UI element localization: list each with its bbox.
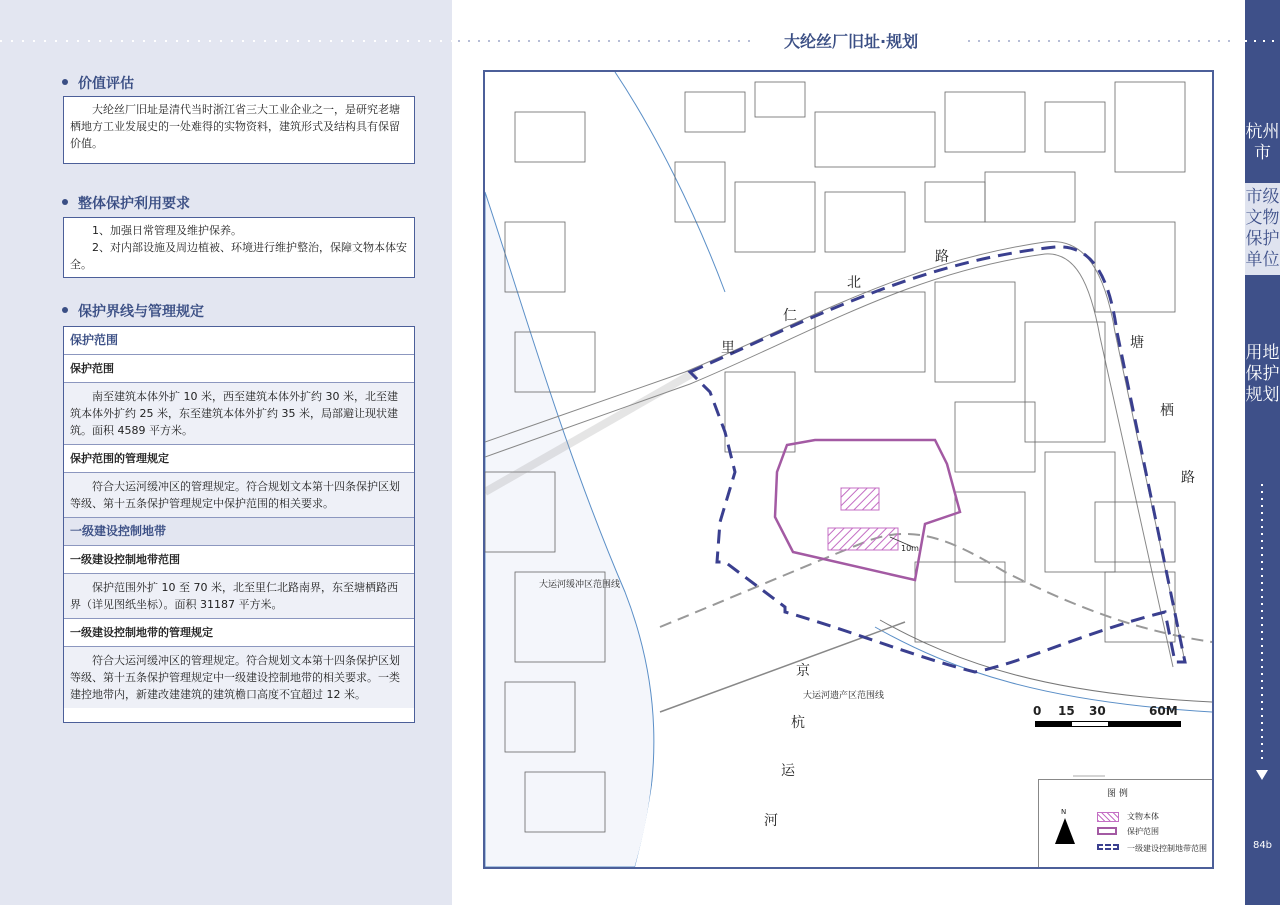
section-title-text: 价值评估: [78, 76, 134, 92]
control-zone-header: 一级建设控制地带: [64, 518, 414, 546]
north-label: N: [1061, 808, 1067, 816]
control-scope-title: 一级建设控制地带范围: [64, 546, 414, 574]
river-char: 杭: [791, 715, 805, 731]
nav-category[interactable]: 市级文物保护单位: [1245, 183, 1280, 275]
legend-label-artifact: 文物本体: [1127, 812, 1159, 821]
road-char: 仁: [783, 308, 797, 324]
scale-bar-graphic: [1035, 721, 1181, 727]
section-title-boundary: [62, 301, 204, 321]
map-legend: [1038, 779, 1214, 869]
artifact-building: [828, 528, 898, 550]
requirements-box: [63, 217, 415, 278]
page-title: 大纶丝厂旧址·规划: [784, 32, 919, 51]
control-rules-text: 符合大运河缓冲区的管理规定。符合规划文本第十四条保护区划等级、第十五条保护管理规定中一级建设控制地带的相关要求。一类建控地带内，新建改建建筑的建筑檐口高度不宜超过 12 米。: [64, 647, 414, 708]
requirement-item: 2、对内部设施及周边植被、环境进行维护整治，保障文物本体安全。: [70, 241, 407, 271]
left-panel: [0, 0, 452, 905]
protection-scope-title: 保护范围: [64, 355, 414, 383]
dotted-divider: [968, 40, 1238, 42]
requirement-item: 1、加强日常管理及维护保养。: [92, 224, 242, 237]
dimension-label: 10m: [901, 544, 919, 553]
nav-city[interactable]: 杭州市: [1245, 122, 1280, 163]
nav-section[interactable]: 用地保护规划: [1245, 343, 1280, 405]
control-rules-title: 一级建设控制地带的管理规定: [64, 619, 414, 647]
section-title-text: 保护界线与管理规定: [78, 304, 204, 320]
control-scope-text: 保护范围外扩 10 至 70 米，北至里仁北路南界，东至塘栖路西界（详见图纸坐标）。面积 31187 平方米。: [64, 574, 414, 619]
chapter-nav-strip: [1245, 0, 1280, 905]
site-plan-svg: [485, 72, 1212, 867]
section-title-value: [62, 73, 134, 93]
page-number: 84b: [1252, 840, 1273, 851]
legend-label-protection: 保护范围: [1127, 827, 1159, 836]
protection-rules-title: 保护范围的管理规定: [64, 445, 414, 473]
north-arrow-icon: [1055, 818, 1075, 844]
road-char: 路: [1181, 470, 1195, 486]
protection-zone-header: 保护范围: [64, 327, 414, 355]
boundary-rules-table: [63, 326, 415, 723]
dotted-divider: [1261, 484, 1263, 764]
legend-label-control: 一级建设控制地带范围: [1127, 844, 1207, 853]
road-char: 塘: [1130, 335, 1144, 351]
site-plan-map: [483, 70, 1214, 869]
buffer-line-label: 大运河缓冲区范围线: [539, 580, 621, 590]
scale-bar: [1033, 704, 1183, 729]
river-char: 运: [781, 763, 795, 779]
road-char: 路: [935, 249, 949, 265]
protection-scope-text: 南至建筑本体外扩 10 米，西至建筑本体外扩约 30 米，北至建筑本体外扩约 25 米，东至建筑本体外扩约 35 米，局部避让现状建筑。面积 4589 平方米。: [64, 383, 414, 445]
bullet-icon: [62, 307, 68, 313]
legend-swatch-control: [1097, 844, 1119, 850]
canal-line: [615, 72, 725, 292]
arrow-down-icon: [1256, 770, 1268, 780]
protection-rules-text: 符合大运河缓冲区的管理规定。符合规划文本第十四条保护区划等级、第十五条保护管理规定中保护范围的相关要求。: [64, 473, 414, 518]
road-char: 里: [721, 340, 735, 356]
road-char: 北: [847, 275, 861, 291]
road-char: 栖: [1160, 403, 1174, 419]
heritage-line-label: 大运河遗产区范围线: [803, 691, 885, 701]
value-assessment-text: 大纶丝厂旧址是清代当时浙江省三大工业企业之一，是研究老塘栖地方工业发展史的一处难得的实物资料，建筑形式及结构具有保留价值。: [70, 103, 400, 150]
north-arrow: [1053, 808, 1077, 848]
scale-tick: 15: [1058, 704, 1075, 718]
section-title-requirements: [62, 193, 190, 213]
buffer-zone-line: [660, 534, 1212, 642]
scale-tick: 0: [1033, 704, 1042, 718]
scale-tick: 30: [1089, 704, 1106, 718]
legend-swatch-protection: [1097, 827, 1117, 835]
river-char: 京: [796, 663, 810, 679]
artifact-building: [841, 488, 879, 510]
bullet-icon: [62, 199, 68, 205]
river-char: 河: [764, 813, 778, 829]
bullet-icon: [62, 79, 68, 85]
section-title-text: 整体保护利用要求: [78, 196, 190, 212]
dotted-divider: [0, 40, 452, 42]
dotted-divider: [1245, 40, 1280, 42]
dotted-divider: [458, 40, 758, 42]
river-west: [485, 192, 654, 867]
legend-swatch-artifact: [1097, 812, 1119, 822]
legend-title: 图 例: [1107, 789, 1128, 799]
value-assessment-box: [63, 96, 415, 164]
scale-tick: 60M: [1149, 704, 1178, 718]
